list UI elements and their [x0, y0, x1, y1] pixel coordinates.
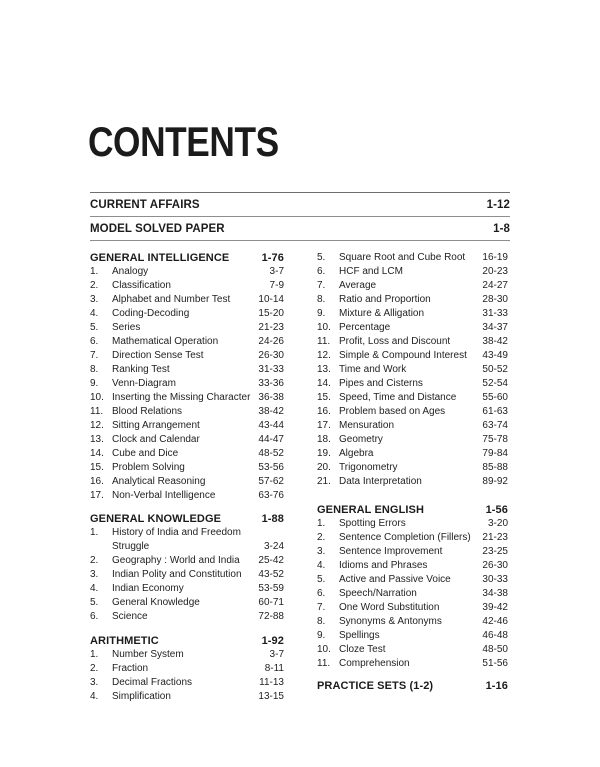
- toc-item-pages: 39-42: [482, 602, 508, 613]
- toc-item-pages: 31-33: [258, 364, 284, 375]
- toc-row: [317, 307, 508, 321]
- toc-row: [90, 526, 284, 554]
- toc-row: [90, 335, 284, 349]
- toc-section-title: ARITHMETIC: [90, 635, 159, 647]
- toc-item-number: 13.: [90, 434, 104, 445]
- toc-row: [90, 648, 284, 662]
- toc-item-label: Analytical Reasoning: [112, 476, 206, 487]
- toc-item-label: Cube and Dice: [112, 448, 179, 459]
- toc-item-number: 2.: [90, 280, 99, 291]
- toc-item-pages: 51-56: [482, 658, 508, 669]
- toc-item-pages: 42-46: [482, 616, 508, 627]
- toc-item-pages: 25-42: [258, 555, 284, 566]
- toc-item-pages: 7-9: [269, 280, 284, 291]
- toc-item-label: Active and Passive Voice: [339, 574, 451, 585]
- toc-item-pages: 79-84: [482, 448, 508, 459]
- toc-item-pages: 43-49: [482, 350, 508, 361]
- contents-header-row: [90, 217, 510, 241]
- toc-item-number: 16.: [90, 476, 104, 487]
- toc-item-number: 9.: [90, 378, 99, 389]
- toc-item-number: 16.: [317, 406, 331, 417]
- toc-item-label: Sentence Completion (Fillers): [339, 532, 471, 543]
- toc-item-label: Profit, Loss and Discount: [339, 336, 451, 347]
- toc-item-label: Classification: [112, 280, 171, 291]
- toc-row: [90, 610, 284, 624]
- toc-row: [317, 321, 508, 335]
- toc-item-pages: 34-38: [482, 588, 508, 599]
- toc-row: [90, 461, 284, 475]
- contents-header-pages: 1-12: [486, 198, 510, 211]
- toc-item-number: 11.: [317, 658, 331, 669]
- toc-item-pages: 53-56: [258, 462, 284, 473]
- toc-section: [90, 512, 284, 624]
- toc-item-pages: 24-26: [258, 336, 284, 347]
- toc-item-label: Fraction: [112, 663, 149, 674]
- toc-item-label: Series: [112, 322, 141, 333]
- toc-item-pages: 63-76: [258, 490, 284, 501]
- toc-item-pages: 85-88: [482, 462, 508, 473]
- toc-item-label: Problem Solving: [112, 462, 185, 473]
- toc-section-title: GENERAL ENGLISH: [317, 504, 425, 516]
- toc-row: [317, 293, 508, 307]
- toc-item-label: Ratio and Proportion: [339, 294, 431, 305]
- toc-section-header: [90, 512, 284, 526]
- toc-item-label: Science: [112, 611, 148, 622]
- toc-row: [317, 531, 508, 545]
- toc-row: [317, 559, 508, 573]
- toc-row: [90, 321, 284, 335]
- toc-item-number: 10.: [90, 392, 104, 403]
- toc-item-number: 2.: [317, 532, 326, 543]
- toc-row: [90, 307, 284, 321]
- toc-row: [90, 391, 284, 405]
- toc-section-pages: 1-92: [261, 635, 284, 647]
- toc-item-number: 1.: [90, 527, 99, 538]
- toc-item-label: General Knowledge: [112, 597, 200, 608]
- toc-row: [317, 615, 508, 629]
- toc-item-number: 7.: [317, 602, 326, 613]
- toc-item-label: Analogy: [112, 266, 149, 277]
- toc-item-label: Spotting Errors: [339, 518, 406, 529]
- toc-item-pages: 20-23: [482, 266, 508, 277]
- page-title: CONTENTS: [88, 118, 279, 165]
- toc-row: [90, 405, 284, 419]
- toc-row: [317, 545, 508, 559]
- toc-item-label: Venn-Diagram: [112, 378, 176, 389]
- toc-item-number: 3.: [90, 294, 99, 305]
- toc-row: [90, 676, 284, 690]
- toc-item-label: Indian Polity and Constitution: [112, 569, 242, 580]
- toc-item-label: Pipes and Cisterns: [339, 378, 423, 389]
- toc-item-label: Mixture & Alligation: [339, 308, 425, 319]
- toc-row: [90, 293, 284, 307]
- toc-item-number: 3.: [90, 569, 99, 580]
- toc-row: [317, 251, 508, 265]
- toc-item-pages: 60-71: [258, 597, 284, 608]
- toc-item-label: Percentage: [339, 322, 391, 333]
- toc-item-number: 2.: [90, 663, 99, 674]
- toc-item-pages: 34-37: [482, 322, 508, 333]
- contents-left-column: [90, 251, 284, 704]
- toc-row: [90, 568, 284, 582]
- toc-row: [90, 279, 284, 293]
- toc-item-label: Geography : World and India: [112, 555, 240, 566]
- toc-item-pages: 15-20: [258, 308, 284, 319]
- toc-item-pages: 11-13: [259, 677, 284, 688]
- toc-row: [90, 662, 284, 676]
- toc-item-number: 18.: [317, 434, 331, 445]
- toc-row: [90, 475, 284, 489]
- toc-item-number: 11.: [90, 406, 104, 417]
- toc-item-label: Speech/Narration: [339, 588, 417, 599]
- toc-item-number: 5.: [317, 252, 326, 263]
- toc-item-label: Number System: [112, 649, 184, 660]
- toc-item-number: 17.: [90, 490, 104, 501]
- toc-item-number: 8.: [317, 616, 326, 627]
- toc-item-label: Speed, Time and Distance: [339, 392, 457, 403]
- toc-item-pages: 38-42: [258, 406, 284, 417]
- contents-right-column: [317, 251, 508, 693]
- toc-item-number: 15.: [90, 462, 104, 473]
- toc-row: [317, 265, 508, 279]
- toc-item-number: 10.: [317, 322, 331, 333]
- toc-item-number: 15.: [317, 392, 331, 403]
- toc-row: [317, 601, 508, 615]
- toc-item-label: Problem based on Ages: [339, 406, 446, 417]
- toc-item-pages: 31-33: [482, 308, 508, 319]
- toc-item-label: Simple & Compound Interest: [339, 350, 467, 361]
- toc-item-number: 6.: [90, 336, 99, 347]
- toc-section: [317, 251, 508, 489]
- toc-item-number: 1.: [90, 649, 99, 660]
- toc-row: [317, 433, 508, 447]
- toc-item-label: Direction Sense Test: [112, 350, 204, 361]
- toc-section-header: [90, 634, 284, 648]
- toc-item-label: Sentence Improvement: [339, 546, 443, 557]
- toc-item-pages: 23-25: [482, 546, 508, 557]
- toc-section-title: PRACTICE SETS (1-2): [317, 680, 434, 692]
- toc-item-pages: 33-36: [258, 378, 284, 389]
- toc-item-pages: 72-88: [258, 611, 284, 622]
- toc-item-label: One Word Substitution: [339, 602, 440, 613]
- toc-item-label: Cloze Test: [339, 644, 386, 655]
- toc-item-number: 11.: [317, 336, 331, 347]
- toc-item-number: 19.: [317, 448, 331, 459]
- toc-item-pages: 21-23: [258, 322, 284, 333]
- toc-section-header: [317, 679, 508, 693]
- toc-row: [317, 363, 508, 377]
- toc-item-number: 4.: [90, 583, 99, 594]
- contents-header-row: [90, 193, 510, 217]
- toc-item-pages: 53-59: [258, 583, 284, 594]
- toc-item-pages: 26-30: [482, 560, 508, 571]
- toc-item-pages: 63-74: [482, 420, 508, 431]
- toc-row: [317, 475, 508, 489]
- toc-item-number: 20.: [317, 462, 331, 473]
- toc-item-number: 5.: [90, 597, 99, 608]
- contents-header-block: [90, 192, 510, 241]
- toc-item-label: History of India and Freedom Struggle: [112, 527, 241, 552]
- toc-item-pages: 36-38: [258, 392, 284, 403]
- toc-item-pages: 3-24: [263, 541, 284, 552]
- toc-item-pages: 38-42: [482, 336, 508, 347]
- toc-row: [90, 433, 284, 447]
- toc-item-pages: 8-11: [264, 663, 284, 674]
- toc-item-number: 1.: [90, 266, 99, 277]
- toc-item-pages: 13-15: [258, 691, 284, 702]
- toc-item-number: 4.: [90, 308, 99, 319]
- toc-item-number: 21.: [317, 476, 331, 487]
- contents-header-label: MODEL SOLVED PAPER: [90, 222, 225, 235]
- toc-item-number: 5.: [317, 574, 326, 585]
- toc-row: [90, 377, 284, 391]
- toc-row: [90, 419, 284, 433]
- toc-row: [317, 447, 508, 461]
- toc-row: [317, 419, 508, 433]
- toc-item-label: Square Root and Cube Root: [339, 252, 466, 263]
- toc-item-label: Synonyms & Antonyms: [339, 616, 442, 627]
- toc-item-pages: 21-23: [482, 532, 508, 543]
- toc-item-label: Data Interpretation: [339, 476, 422, 487]
- toc-item-number: 8.: [90, 364, 99, 375]
- toc-item-number: 17.: [317, 420, 331, 431]
- toc-item-number: 7.: [90, 350, 99, 361]
- toc-item-label: Idioms and Phrases: [339, 560, 428, 571]
- toc-row: [90, 596, 284, 610]
- toc-row: [90, 349, 284, 363]
- toc-item-number: 12.: [90, 420, 104, 431]
- toc-section-header: [90, 251, 284, 265]
- toc-row: [317, 391, 508, 405]
- toc-item-number: 3.: [90, 677, 99, 688]
- toc-item-number: 14.: [90, 448, 104, 459]
- toc-row: [90, 489, 284, 503]
- toc-item-label: Trigonometry: [339, 462, 398, 473]
- toc-row: [317, 377, 508, 391]
- toc-item-number: 9.: [317, 308, 326, 319]
- toc-row: [90, 447, 284, 461]
- toc-item-label: Sitting Arrangement: [112, 420, 200, 431]
- toc-row: [317, 405, 508, 419]
- toc-row: [317, 517, 508, 531]
- toc-item-label: Comprehension: [339, 658, 410, 669]
- toc-item-pages: 43-52: [258, 569, 284, 580]
- toc-item-label: Average: [339, 280, 377, 291]
- toc-item-number: 13.: [317, 364, 331, 375]
- toc-item-label: Non-Verbal Intelligence: [112, 490, 216, 501]
- toc-item-number: 6.: [317, 588, 326, 599]
- toc-row: [317, 657, 508, 671]
- toc-item-number: 3.: [317, 546, 326, 557]
- toc-item-label: Algebra: [339, 448, 374, 459]
- toc-item-label: Mathematical Operation: [112, 336, 219, 347]
- toc-row: [317, 279, 508, 293]
- toc-item-pages: 30-33: [482, 574, 508, 585]
- toc-section-header: [317, 503, 508, 517]
- toc-item-label: Decimal Fractions: [112, 677, 193, 688]
- toc-row: [90, 554, 284, 568]
- contents-header-pages: 1-8: [493, 222, 510, 235]
- toc-item-label: Time and Work: [339, 364, 407, 375]
- toc-section-pages: 1-56: [485, 504, 508, 516]
- toc-section-title: GENERAL INTELLIGENCE: [90, 252, 230, 264]
- toc-item-label: Alphabet and Number Test: [112, 294, 231, 305]
- toc-row: [90, 363, 284, 377]
- toc-item-pages: 3-20: [487, 518, 508, 529]
- toc-row: [317, 461, 508, 475]
- toc-item-pages: 50-52: [482, 364, 508, 375]
- toc-section-title: GENERAL KNOWLEDGE: [90, 513, 222, 525]
- toc-item-number: 6.: [90, 611, 99, 622]
- toc-item-pages: 3-7: [269, 266, 284, 277]
- toc-item-label: Mensuration: [339, 420, 395, 431]
- toc-item-number: 1.: [317, 518, 326, 529]
- toc-item-number: 8.: [317, 294, 326, 305]
- toc-row: [317, 629, 508, 643]
- toc-item-pages: 48-50: [482, 644, 508, 655]
- toc-item-pages: 43-44: [258, 420, 284, 431]
- toc-item-pages: 57-62: [258, 476, 284, 487]
- toc-item-pages: 24-27: [482, 280, 508, 291]
- toc-item-number: 7.: [317, 280, 326, 291]
- toc-item-number: 4.: [90, 691, 99, 702]
- toc-item-number: 14.: [317, 378, 331, 389]
- toc-row: [317, 643, 508, 657]
- toc-item-pages: 55-60: [482, 392, 508, 403]
- toc-section-pages: 1-88: [261, 513, 284, 525]
- toc-item-pages: 10-14: [258, 294, 284, 305]
- toc-item-label: Ranking Test: [112, 364, 170, 375]
- toc-item-label: HCF and LCM: [339, 266, 403, 277]
- toc-item-pages: 61-63: [482, 406, 508, 417]
- toc-section: [317, 503, 508, 671]
- toc-item-pages: 28-30: [482, 294, 508, 305]
- toc-item-pages: 52-54: [482, 378, 508, 389]
- toc-item-pages: 26-30: [258, 350, 284, 361]
- toc-row: [317, 587, 508, 601]
- toc-item-number: 6.: [317, 266, 326, 277]
- toc-section: [90, 251, 284, 503]
- toc-section: [317, 679, 508, 693]
- toc-item-label: Clock and Calendar: [112, 434, 200, 445]
- toc-item-pages: 44-47: [258, 434, 284, 445]
- toc-item-label: Inserting the Missing Character: [112, 392, 251, 403]
- toc-item-number: 5.: [90, 322, 99, 333]
- toc-row: [90, 265, 284, 279]
- toc-row: [90, 690, 284, 704]
- toc-section-pages: 1-76: [261, 252, 284, 264]
- toc-section-pages: 1-16: [485, 680, 508, 692]
- toc-row: [90, 582, 284, 596]
- toc-row: [317, 335, 508, 349]
- toc-item-label: Geometry: [339, 434, 383, 445]
- toc-item-number: 9.: [317, 630, 326, 641]
- toc-item-label: Blood Relations: [112, 406, 183, 417]
- toc-row: [317, 349, 508, 363]
- toc-row: [317, 573, 508, 587]
- toc-item-number: 2.: [90, 555, 99, 566]
- toc-item-pages: 48-52: [258, 448, 284, 459]
- toc-item-pages: 46-48: [482, 630, 508, 641]
- toc-section: [90, 634, 284, 704]
- toc-item-pages: 75-78: [482, 434, 508, 445]
- toc-item-label: Simplification: [112, 691, 171, 702]
- toc-item-number: 10.: [317, 644, 331, 655]
- toc-item-pages: 16-19: [482, 252, 508, 263]
- toc-item-label: Coding-Decoding: [112, 308, 190, 319]
- toc-item-pages: 89-92: [482, 476, 508, 487]
- toc-item-label: Spellings: [339, 630, 380, 641]
- toc-item-label: Indian Economy: [112, 583, 184, 594]
- toc-item-number: 12.: [317, 350, 331, 361]
- toc-item-number: 4.: [317, 560, 326, 571]
- contents-header-label: CURRENT AFFAIRS: [90, 198, 200, 211]
- toc-item-pages: 3-7: [269, 649, 284, 660]
